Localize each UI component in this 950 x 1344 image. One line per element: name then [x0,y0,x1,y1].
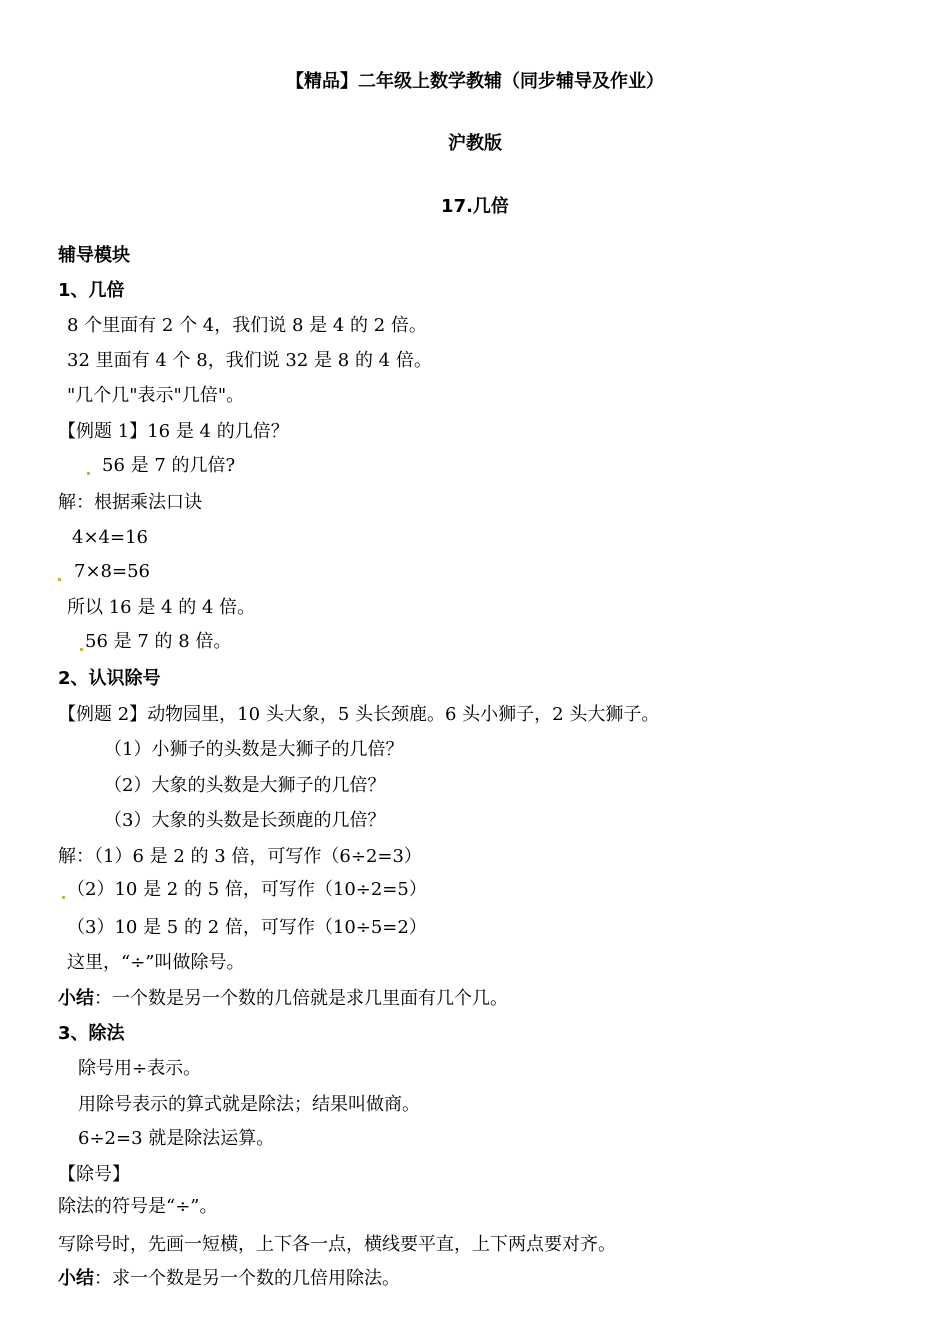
summary-2 [58,1268,400,1290]
conclusion-2: 56 是 7 的 8 倍。 [85,631,232,652]
lesson-title: 17.几倍 [441,196,509,217]
answer-1: 解：（1）6 是 2 的 3 倍，可写作（6÷2=3） [58,846,422,867]
section-1-line-3: "几个几"表示"几倍"。 [67,385,245,406]
section-1-heading: 1、几倍 [58,280,125,301]
marker-dot [87,472,90,475]
module-heading: 辅导模块 [58,245,130,266]
example-1-q1-text: 16 是 4 的几倍？ [147,421,289,442]
solution-intro: 解：根据乘法口诀 [58,492,202,513]
document-title: 【精品】二年级上数学教辅（同步辅导及作业） [286,71,664,92]
summary-1 [58,988,508,1010]
example-2-tag: 【例题 2】 [58,704,148,725]
example-2-question-1: （1）小狮子的头数是大狮子的几倍？ [104,739,404,760]
section-3-line-4: 除法的符号是“÷”。 [58,1196,218,1217]
section-3-line-2: 用除号表示的算式就是除法；结果叫做商。 [78,1094,420,1115]
example-2-question-3: （3）大象的头数是长颈鹿的几倍？ [104,810,386,831]
example-1-question-2 [85,455,235,477]
section-3-line-5: 写除号时，先画一短横，上下各一点，横线要平直，上下两点要对齐。 [58,1234,616,1255]
answer-3: （3）10 是 5 的 2 倍，可写作（10÷5=2） [67,917,427,938]
section-3-heading: 3、除法 [58,1023,125,1044]
marker-dot [80,648,83,651]
example-1-question-1 [58,421,289,443]
conclusion-2-line [78,631,231,653]
section-1-line-2: 32 里面有 4 个 8，我们说 32 是 8 的 4 倍。 [67,350,432,371]
summary-2-label: 小结 [58,1268,94,1289]
marker-dot [62,896,65,899]
section-3-line-3: 6÷2=3 就是除法运算。 [78,1128,275,1149]
summary-1-text: ：一个数是另一个数的几倍就是求几里面有几个几。 [94,988,508,1009]
division-sign-tag: 【除号】 [58,1164,130,1185]
equation-1: 4×4=16 [72,527,148,548]
example-2-question-2: （2）大象的头数是大狮子的几倍？ [104,775,386,796]
edition-label: 沪教版 [448,133,502,154]
section-2-heading: 2、认识除号 [58,668,161,689]
marker-dot [58,578,61,581]
summary-1-label: 小结 [58,988,94,1009]
equation-2: 7×8=56 [74,561,150,582]
example-2-text: 动物园里，10 头大象，5 头长颈鹿。6 头小狮子，2 头大狮子。 [147,704,660,725]
answer-2: （2）10 是 2 的 5 倍，可写作（10÷2=5） [67,879,427,900]
section-1-line-1: 8 个里面有 2 个 4，我们说 8 是 4 的 2 倍。 [67,315,427,336]
conclusion-1: 所以 16 是 4 的 4 倍。 [67,597,256,618]
summary-2-text: ：求一个数是另一个数的几倍用除法。 [94,1268,400,1289]
answer-2-line [60,879,427,901]
example-1-tag: 【例题 1】 [58,421,148,442]
example-2-line [58,704,659,726]
equation-2-line [56,561,150,583]
division-sign-note: 这里，“÷”叫做除号。 [67,952,245,973]
section-3-line-1: 除号用÷表示。 [78,1058,202,1079]
example-1-q2-text: 56 是 7 的几倍? [102,455,236,476]
